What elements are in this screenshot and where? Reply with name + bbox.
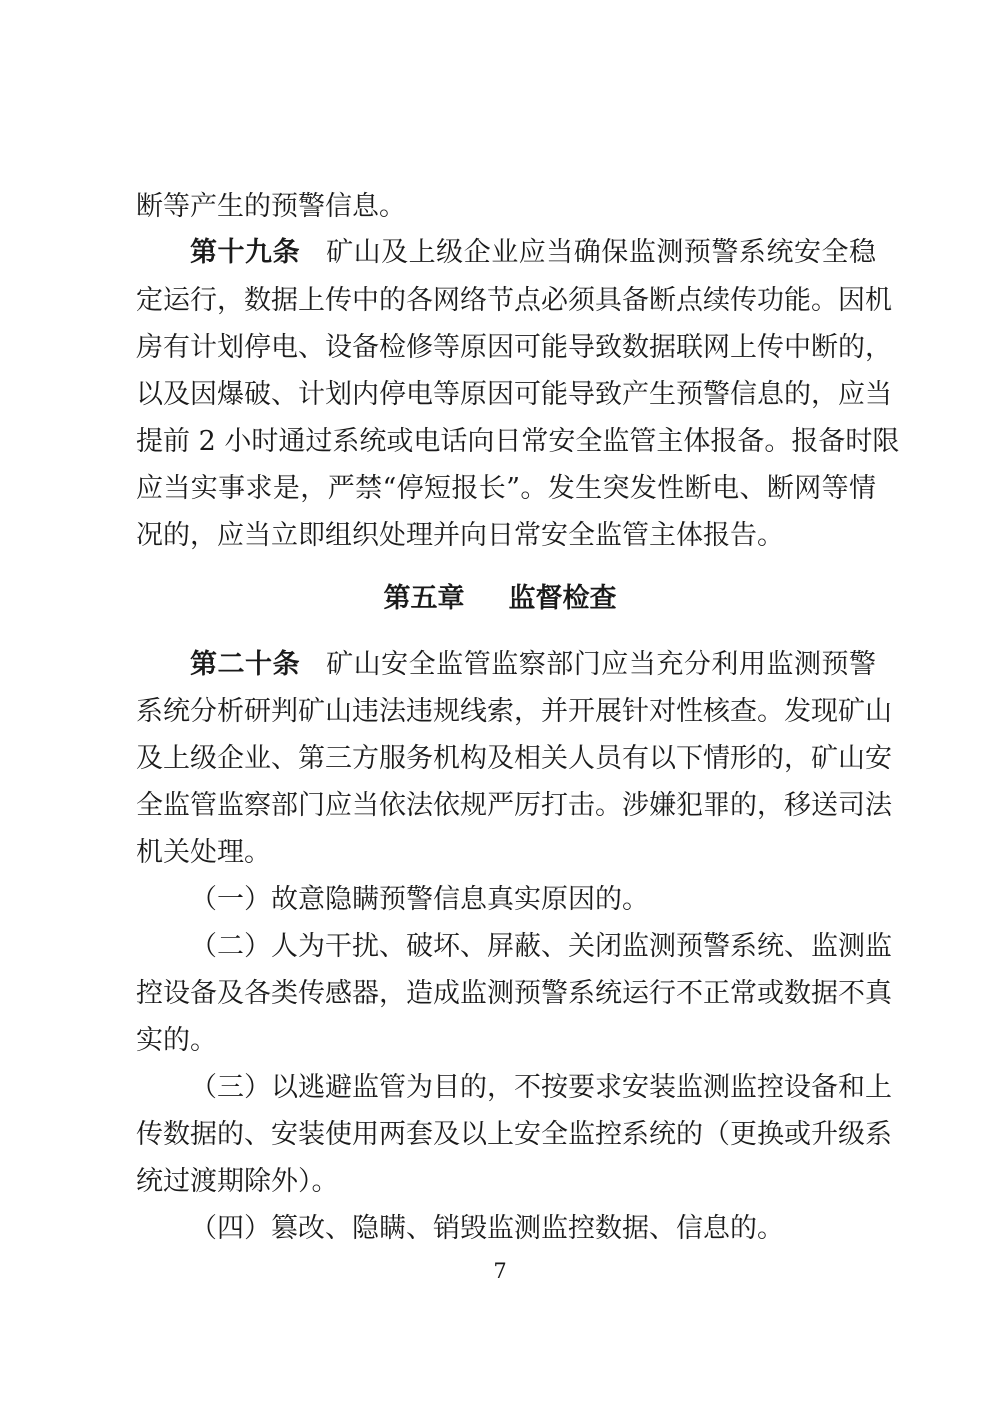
list-item: （四）篡改、隐瞒、销毁监测监控数据、信息的。 bbox=[190, 1213, 784, 1244]
article-20-line: 全监管监察部门应当依法依规严厉打击。涉嫌犯罪的，移送司法 bbox=[136, 790, 892, 821]
article-19-line: 房有计划停电、设备检修等原因可能导致数据联网上传中断的， bbox=[136, 332, 892, 363]
article-20-line: 及上级企业、第三方服务机构及相关人员有以下情形的，矿山安 bbox=[136, 743, 892, 774]
article-19-line: 以及因爆破、计划内停电等原因可能导致产生预警信息的，应当 bbox=[136, 379, 892, 410]
chapter-number: 第五章 bbox=[383, 583, 465, 614]
article-19-line: 提前 2 小时通过系统或电话向日常安全监管主体报备。报备时限 bbox=[136, 426, 900, 457]
article-20-first-line bbox=[190, 647, 876, 683]
list-item: （一）故意隐瞒预警信息真实原因的。 bbox=[190, 884, 649, 915]
chapter-heading bbox=[0, 581, 1000, 617]
article-19-line: 定运行，数据上传中的各网络节点必须具备断点续传功能。因机 bbox=[136, 285, 892, 316]
list-item-line: 统过渡期除外）。 bbox=[136, 1166, 339, 1197]
article-20-text: 矿山安全监管监察部门应当充分利用监测预警 bbox=[326, 649, 877, 680]
paragraph-text: 断等产生的预警信息。 bbox=[136, 191, 406, 222]
chapter-title: 监督检查 bbox=[508, 583, 617, 614]
list-item: （三）以逃避监管为目的，不按要求安装监测监控设备和上 bbox=[190, 1072, 892, 1103]
list-item-line: 控设备及各类传感器，造成监测预警系统运行不正常或数据不真 bbox=[136, 978, 892, 1009]
list-item-line: 实的。 bbox=[136, 1025, 217, 1056]
article-19-line: 应当实事求是，严禁“停短报长”。发生突发性断电、断网等情 bbox=[136, 473, 876, 504]
paragraph-continuation bbox=[136, 189, 876, 225]
article-20-line: 机关处理。 bbox=[136, 837, 271, 868]
article-19-text: 矿山及上级企业应当确保监测预警系统安全稳 bbox=[326, 237, 877, 268]
article-19-first-line bbox=[190, 235, 876, 271]
list-item-line: 传数据的、安装使用两套及以上安全监控系统的（更换或升级系 bbox=[136, 1119, 892, 1150]
article-19-label: 第十九条 bbox=[190, 237, 301, 268]
article-19-line: 况的，应当立即组织处理并向日常安全监管主体报告。 bbox=[136, 520, 784, 551]
article-20-line: 系统分析研判矿山违法违规线索，并开展针对性核查。发现矿山 bbox=[136, 696, 892, 727]
page-number: 7 bbox=[493, 1259, 507, 1283]
list-item: （二）人为干扰、破坏、屏蔽、关闭监测预警系统、监测监 bbox=[190, 931, 892, 962]
article-20-label: 第二十条 bbox=[190, 649, 301, 680]
